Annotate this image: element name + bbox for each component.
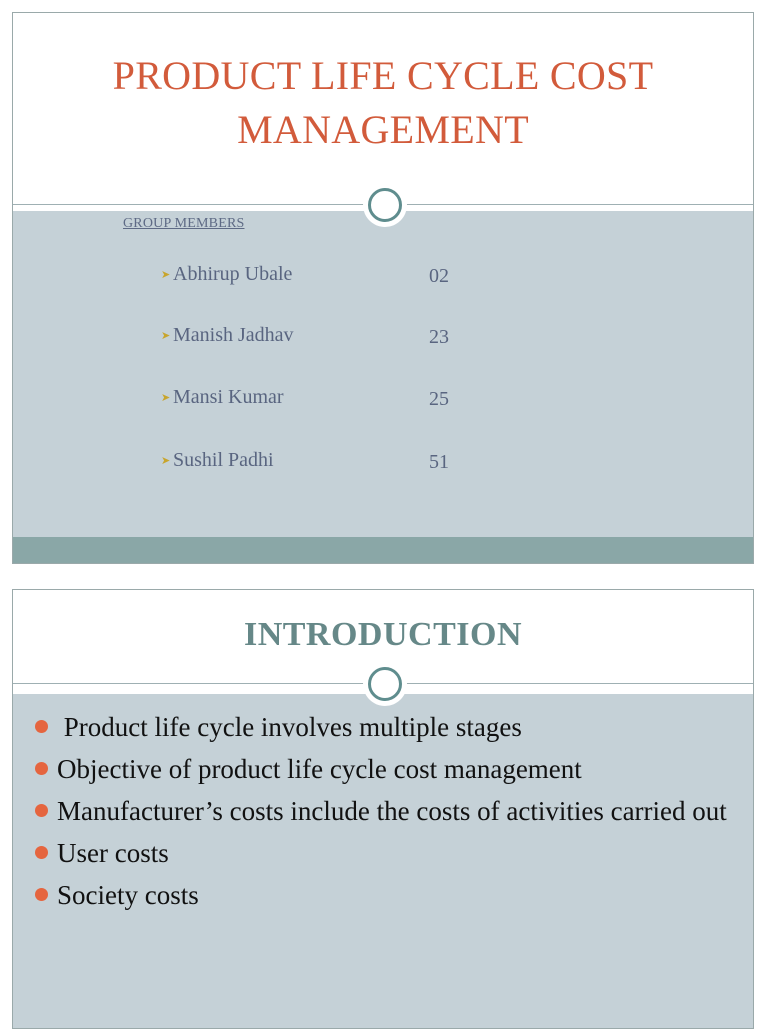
member-roll: 51 xyxy=(429,451,449,473)
member-roll: 25 xyxy=(429,388,449,410)
list-item xyxy=(33,878,733,912)
member-row xyxy=(161,449,521,479)
group-members-label: GROUP MEMBERS xyxy=(123,216,245,231)
arrow-bullet-icon: ➤ xyxy=(161,455,171,467)
ring-icon xyxy=(363,183,407,227)
slide-title-header xyxy=(13,13,753,207)
slide-introduction xyxy=(12,589,754,1029)
member-row xyxy=(161,324,521,354)
ring-icon xyxy=(363,662,407,706)
member-roll: 23 xyxy=(429,326,449,348)
dot-bullet-icon xyxy=(35,804,48,817)
slide-title-heading: PRODUCT LIFE CYCLE COST MANAGEMENT xyxy=(112,53,654,152)
bullet-list xyxy=(33,710,733,920)
arrow-bullet-icon: ➤ xyxy=(161,330,171,342)
dot-bullet-icon xyxy=(35,846,48,859)
member-row xyxy=(161,386,521,416)
footer-band xyxy=(13,537,753,564)
bullet-text: User costs xyxy=(57,838,169,868)
list-item xyxy=(33,794,733,828)
member-row xyxy=(161,263,521,293)
list-item xyxy=(33,836,733,870)
arrow-bullet-icon: ➤ xyxy=(161,392,171,404)
member-name: Sushil Padhi xyxy=(173,449,274,471)
dot-bullet-icon xyxy=(35,762,48,775)
slide-title xyxy=(12,12,754,564)
dot-bullet-icon xyxy=(35,720,48,733)
member-name: Mansi Kumar xyxy=(173,386,284,408)
arrow-bullet-icon: ➤ xyxy=(161,269,171,281)
list-item xyxy=(33,710,733,744)
bullet-text: Manufacturer’s costs include the costs of activities carried out xyxy=(57,796,727,826)
list-item xyxy=(33,752,733,786)
member-name: Abhirup Ubale xyxy=(173,263,293,285)
member-roll: 02 xyxy=(429,265,449,287)
bullet-text: Society costs xyxy=(57,880,199,910)
dot-bullet-icon xyxy=(35,888,48,901)
slide-title-body xyxy=(13,211,753,537)
bullet-text: Product life cycle involves multiple stages xyxy=(57,712,522,742)
member-name: Manish Jadhav xyxy=(173,324,294,346)
bullet-text: Objective of product life cycle cost management xyxy=(57,754,582,784)
slide-intro-heading: INTRODUCTION xyxy=(243,616,523,653)
